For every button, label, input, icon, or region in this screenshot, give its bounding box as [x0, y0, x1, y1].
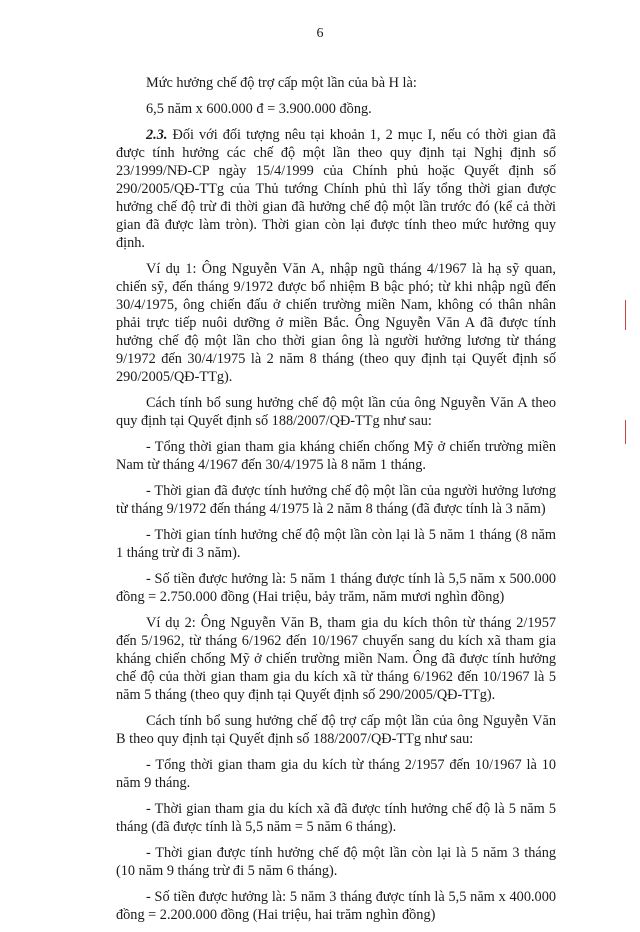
- paragraph: Ví dụ 2: Ông Nguyễn Văn B, tham gia du kích thôn từ tháng 2/1957 đến 5/1962, từ tháng 6/1962 đến 10/1967 chuyển sang du kích xã tham gia kháng chiến chống Mỹ ở chiến trường miền Nam. Ông đã được tính hưởng chế độ của thời gian tham gia du kích xã từ tháng 6/1962 đến 10/1967 là 5 năm 5 tháng (theo quy định tại Quyết định số 290/2005/QĐ-TTg).: [116, 615, 556, 703]
- paragraph: 6,5 năm x 600.000 đ = 3.900.000 đồng.: [146, 101, 372, 117]
- page-number: 6: [316, 26, 324, 41]
- paragraph: - Thời gian tham gia du kích xã đã được tính hưởng chế độ là 5 năm 5 tháng (đã được tính là 5,5 năm = 5 năm 6 tháng).: [116, 801, 556, 835]
- section-number: 2.3.: [146, 127, 168, 143]
- paragraph: - Số tiền được hưởng là: 5 năm 3 tháng được tính là 5,5 năm x 400.000 đồng = 2.200.000 đồng (Hai triệu, hai trăm nghìn đồng): [116, 889, 556, 923]
- paragraph: Ví dụ 1: Ông Nguyễn Văn A, nhập ngũ tháng 4/1967 là hạ sỹ quan, chiến sỹ, đến tháng 9/1972 được bổ nhiệm B bậc phó; từ khi nhập ngũ đến 30/4/1975, ông chiến đấu ở chiến trường miền Nam, không có thân nhân phải trực tiếp nuôi dưỡng ở miền Bắc. Ông Nguyễn Văn A đã được tính hưởng chế độ một lần cho thời gian ông là người hưởng lương từ tháng 9/1972 đến 30/4/1975 là 2 năm 8 tháng (theo quy định tại Quyết định số 290/2005/QĐ-TTg).: [116, 261, 556, 385]
- paragraph: - Số tiền được hưởng là: 5 năm 1 tháng được tính là 5,5 năm x 500.000 đồng = 2.750.000 đồng (Hai triệu, bảy trăm, năm mươi nghìn đồng): [116, 571, 556, 605]
- paragraph: 2.3. Đối với đối tượng nêu tại khoản 1, 2 mục I, nếu có thời gian đã được tính hưởng các chế độ một lần theo quy định tại Nghị định số 23/1999/NĐ-CP ngày 15/4/1999 của Chính phủ hoặc Quyết định số 290/2005/QĐ-TTg của Thủ tướng Chính phủ thì lấy tổng thời gian được hưởng chế độ trừ đi thời gian đã hưởng chế độ một lần trước đó (kể cả thời gian đã được làm tròn). Thời gian còn lại được tính theo mức hưởng quy định.: [116, 127, 556, 251]
- paragraph: - Thời gian tính hưởng chế độ một lần còn lại là 5 năm 1 tháng (8 năm 1 tháng trừ đi 3 năm).: [116, 527, 556, 561]
- paragraph: - Thời gian được tính hưởng chế độ một lần còn lại là 5 năm 3 tháng (10 năm 9 tháng trừ đi 5 năm 6 tháng).: [116, 845, 556, 879]
- paragraph: - Thời gian đã được tính hưởng chế độ một lần của người hưởng lương từ tháng 9/1972 đến tháng 4/1975 là 2 năm 8 tháng (đã được tính là 3 năm): [116, 483, 556, 517]
- scan-edge-mark: [625, 420, 626, 444]
- paragraph: Cách tính bổ sung hưởng chế độ trợ cấp một lần của ông Nguyễn Văn B theo quy định tại Quyết định số 188/2007/QĐ-TTg như sau:: [116, 713, 556, 747]
- paragraph: Cách tính bổ sung hưởng chế độ một lần của ông Nguyễn Văn A theo quy định tại Quyết định số 188/2007/QĐ-TTg như sau:: [116, 395, 556, 429]
- document-body: [116, 74, 556, 932]
- paragraph: - Tổng thời gian tham gia kháng chiến chống Mỹ ở chiến trường miền Nam từ tháng 4/1967 đến 30/4/1975 là 8 năm 1 tháng.: [116, 439, 556, 473]
- scan-edge-mark: [625, 300, 626, 330]
- paragraph: - Tổng thời gian tham gia du kích từ tháng 2/1957 đến 10/1967 là 10 năm 9 tháng.: [116, 757, 556, 791]
- paragraph: Mức hưởng chế độ trợ cấp một lần của bà H là:: [146, 75, 417, 91]
